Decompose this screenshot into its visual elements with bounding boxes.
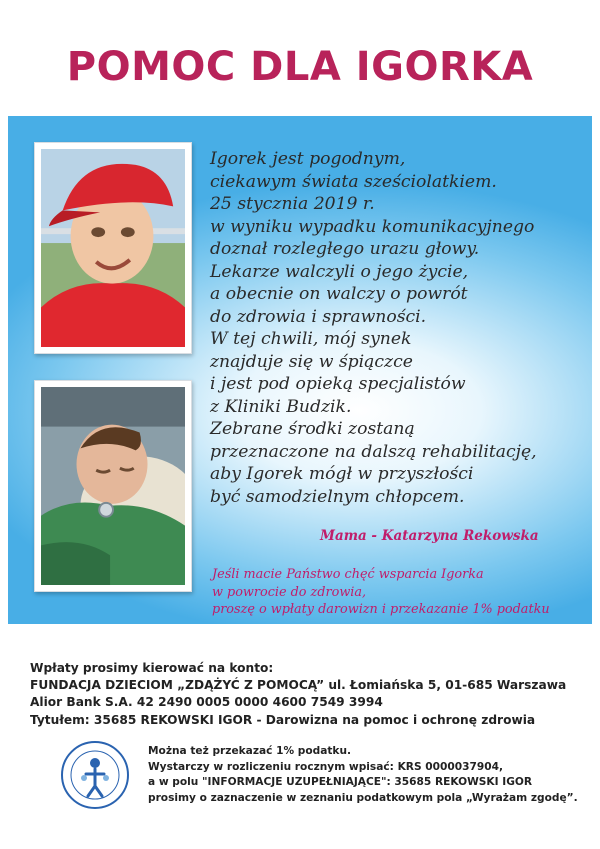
boy-hospital-photo xyxy=(34,380,192,592)
story-line: Igorek jest pogodnym, xyxy=(210,149,406,169)
tax-line: Wystarczy w rozliczeniu rocznym wpisać: KRS 0000037904, xyxy=(148,760,504,773)
story-line: a obecnie on walczy o powrót xyxy=(210,284,468,304)
story-line: 25 stycznia 2019 r. xyxy=(210,194,375,214)
story-line: do zdrowia i sprawności. xyxy=(210,306,427,327)
appeal-line: proszę o wpłaty darowizn i przekazanie 1% podatku xyxy=(212,602,550,617)
story-line: z Kliniki Budzik. xyxy=(210,396,352,417)
story-line: aby Igorek mógł w przyszłości xyxy=(210,464,474,484)
story-line: Zebrane środki zostaną xyxy=(210,419,415,439)
story-line: ciekawym świata sześciolatkiem. xyxy=(210,171,497,192)
bank-line: Tytułem: 35685 REKOWSKI IGOR - Darowizna na pomoc i ochronę zdrowia xyxy=(30,712,536,727)
appeal-line: Jeśli macie Państwo chęć wsparcia Igorka xyxy=(212,567,484,582)
appeal-line: w powrocie do zdrowia, xyxy=(212,584,367,600)
story-line: być samodzielnym chłopcem. xyxy=(210,486,465,507)
bank-line: FUNDACJA DZIECIOM „ZDĄŻYĆ Z POMOCĄ” ul. Łomiańska 5, 01-685 Warszawa xyxy=(30,678,567,693)
bank-line: Wpłaty prosimy kierować na konto: xyxy=(30,661,274,675)
tax-info xyxy=(148,744,594,806)
bank-account-line: Alior Bank S.A. 42 2490 0005 0000 4600 7549 3994 xyxy=(30,695,383,710)
signature: Mama - Katarzyna Rekowska xyxy=(320,528,539,544)
story-line: W tej chwili, mój synek xyxy=(210,329,412,349)
tax-line: Można też przekazać 1% podatku. xyxy=(148,745,352,757)
story-line: i jest pod opieką specjalistów xyxy=(210,374,466,394)
bank-details xyxy=(30,660,590,729)
tax-line: prosimy o zaznaczenie w zeznaniu podatkowym pola „Wyrażam zgodę”. xyxy=(148,791,578,804)
story-text xyxy=(210,148,590,508)
appeal-text xyxy=(212,566,592,619)
foundation-logo-icon xyxy=(60,740,130,810)
boy-red-cap-photo xyxy=(34,142,192,354)
story-line: przeznaczone na dalszą rehabilitację, xyxy=(210,441,537,462)
story-line: Lekarze walczyli o jego życie, xyxy=(210,261,469,282)
page-title: POMOC DLA IGORKA xyxy=(66,44,534,90)
story-line: w wyniku wypadku komunikacyjnego xyxy=(210,216,535,237)
story-line: doznał rozległego urazu głowy. xyxy=(210,239,480,259)
tax-line: a w polu "INFORMACJE UZUPEŁNIAJĄCE": 35685 REKOWSKI IGOR xyxy=(148,776,533,789)
story-line: znajduje się w śpiączce xyxy=(210,351,413,372)
